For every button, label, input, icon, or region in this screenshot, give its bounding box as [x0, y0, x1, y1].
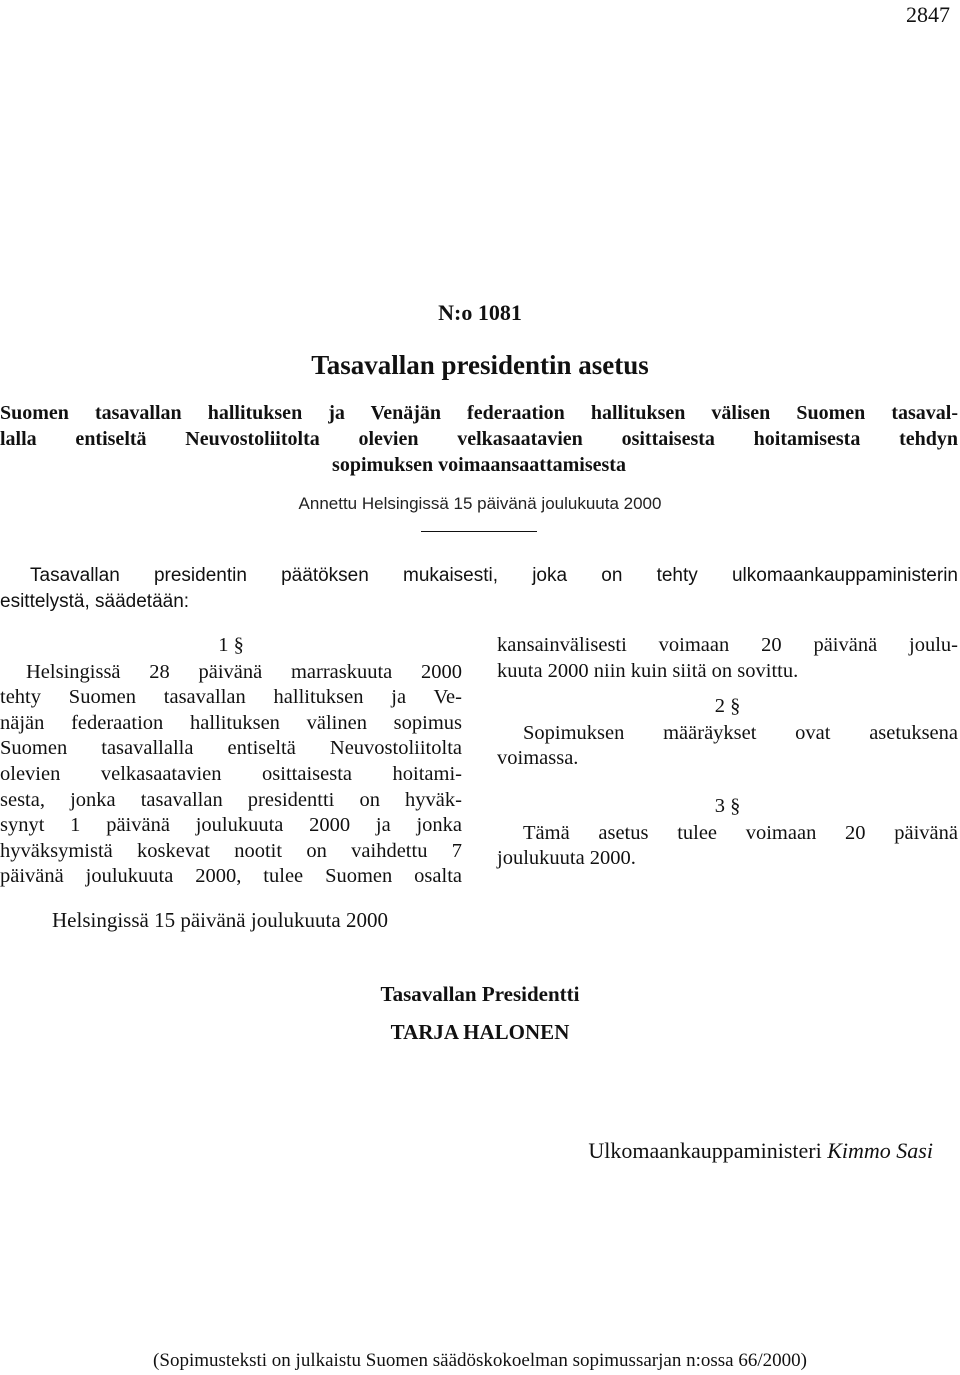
document-number: N:o 1081	[438, 300, 522, 325]
place-and-date: Helsingissä 15 päivänä joulukuuta 2000	[52, 908, 388, 932]
section-1-line: päivänä joulukuuta 2000, tulee Suomen osalta	[0, 865, 462, 888]
section-1-line: Helsingissä 28 päivänä marraskuuta 2000	[26, 660, 462, 683]
section-1-line: sesta, jonka tasavallan presidentti on hyväk-	[0, 788, 462, 811]
section-1-line: synyt 1 päivänä joulukuuta 2000 ja jonka	[0, 814, 462, 837]
president-title: Tasavallan Presidentti	[380, 982, 580, 1006]
section-3-line: Tämä asetus tulee voimaan 20 päivänä	[523, 821, 958, 844]
section-2-line: Sopimuksen määräykset ovat asetuksena	[523, 721, 958, 744]
section-1-line: olevien velkasaatavien osittaisesta hoitami-	[0, 762, 462, 785]
section-2-line: voimassa.	[497, 747, 579, 770]
document-title: Tasavallan presidentin asetus	[311, 350, 649, 380]
minister-signature	[588, 1138, 933, 1164]
preamble	[0, 563, 958, 615]
section-1-heading: 1 §	[218, 634, 244, 656]
preamble-line: esittelystä, säädetään:	[0, 591, 190, 612]
page-number: 2847	[906, 2, 950, 27]
minister-name: Kimmo Sasi	[827, 1138, 933, 1163]
section-1-line: hyväksymistä koskevat nootit on vaihdettu 7	[0, 839, 462, 862]
section-1-continuation-line: kansainvälisesti voimaan 20 päivänä joulu-	[497, 634, 958, 656]
preamble-line: Tasavallan presidentin päätöksen mukaisesti, joka on tehty ulkomaankauppaministerin	[30, 565, 958, 586]
right-column	[497, 633, 958, 872]
section-1-line: näjän federaation hallituksen välinen sopimus	[0, 711, 462, 734]
subtitle-line: Suomen tasavallan hallituksen ja Venäjän federaation hallituksen välisen Suomen tasaval-	[0, 402, 958, 424]
left-column	[0, 633, 462, 890]
section-2-heading: 2 §	[714, 695, 741, 718]
section-3-heading: 3 §	[714, 794, 741, 817]
section-1-line: Suomen tasavallalla entiseltä Neuvostoliitolta	[0, 737, 462, 760]
divider	[421, 531, 537, 532]
president-name: TARJA HALONEN	[390, 1020, 570, 1044]
footer-note: (Sopimusteksti on julkaistu Suomen säädöskokoelman sopimussarjan n:ossa 66/2000)	[153, 1350, 807, 1371]
document-subtitle	[0, 400, 958, 478]
section-1-continuation-line: kuuta 2000 niin kuin siitä on sovittu.	[497, 659, 799, 682]
subtitle-line: sopimuksen voimaansaattamisesta	[332, 454, 626, 476]
minister-title: Ulkomaankauppaministeri	[588, 1138, 822, 1163]
section-1-line: tehty Suomen tasavallan hallituksen ja Ve-	[0, 686, 462, 709]
subtitle-line: lalla entiseltä Neuvostoliitolta olevien velkasaatavien osittaisesta hoitamisesta tehdyn	[0, 428, 958, 450]
section-3-line: joulukuuta 2000.	[497, 847, 636, 870]
given-date: Annettu Helsingissä 15 päivänä joulukuuta 2000	[298, 494, 662, 513]
